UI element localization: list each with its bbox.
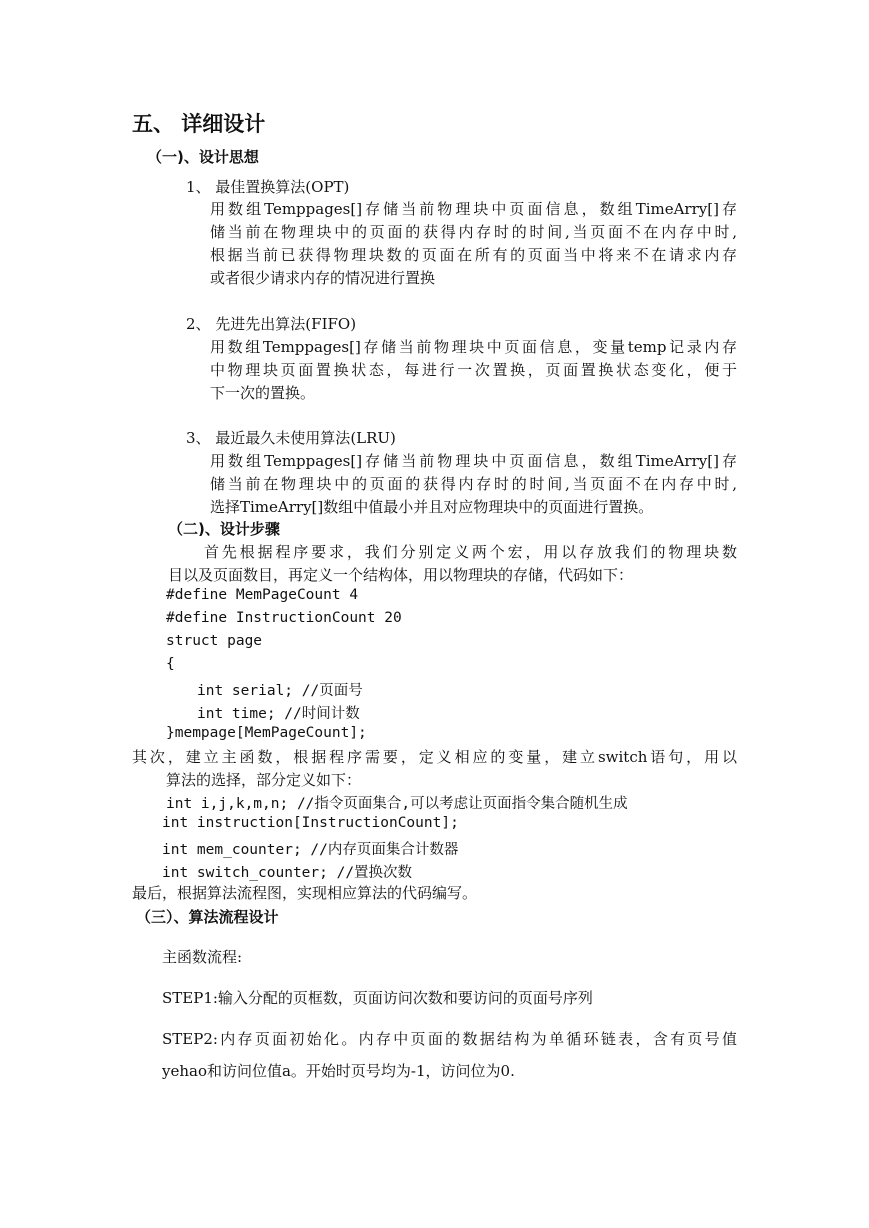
code-struct-page: struct page (166, 633, 263, 649)
code-define-instructioncount: #define InstructionCount 20 (166, 610, 402, 626)
heading-design-idea: （一)、设计思想 (147, 148, 259, 166)
code-mem-counter: int mem_counter; //内存页面集合计数器 (162, 842, 459, 858)
code-int-vars: int i,j,k,m,n; //指令页面集合,可以考虑让页面指令集合随机生成 (166, 796, 628, 812)
heading-design-steps: （二)、设计步骤 (168, 520, 280, 538)
step2-line-2: yehao和访问位值a。开始时页号均为-1，访问位为0. (162, 1062, 515, 1080)
section-title: 五、 详细设计 (132, 112, 266, 136)
item-lru-line-1: 用数组Temppages[]存储当前物理块中页面信息，数组TimeArry[]存 (210, 452, 737, 470)
item-opt-title: 1、 最佳置换算法(OPT) (186, 178, 350, 196)
step2-line-1: STEP2:内存页面初始化。内存中页面的数据结构为单循环链表，含有页号值 (162, 1030, 737, 1048)
code-brace-close: }mempage[MemPageCount]; (166, 725, 367, 741)
item-fifo-line-2: 中物理块页面置换状态，每进行一次置换，页面置换状态变化，便于 (210, 361, 737, 379)
main-flow-label: 主函数流程: (162, 948, 243, 966)
item-fifo-title: 2、 先进先出算法(FIFO) (186, 315, 357, 333)
heading-flow-design: （三）、算法流程设计 (136, 908, 279, 926)
item-opt-line-3: 根据当前已获得物理块数的页面在所有的页面当中将来不在请求内存 (210, 246, 737, 264)
item-lru-line-2: 储当前在物理块中的页面的获得内存时的时间,当页面不在内存中时, (210, 475, 737, 493)
item-fifo-line-3: 下一次的置换。 (210, 384, 316, 402)
item-lru-line-3: 选择TimeArry[]数组中值最小并且对应物理块中的页面进行置换。 (210, 498, 654, 516)
code-int-time: int time; //时间计数 (197, 706, 360, 722)
item-opt-line-1: 用数组Temppages[]存储当前物理块中页面信息，数组TimeArry[]存 (210, 200, 737, 218)
code-switch-counter: int switch_counter; //置换次数 (162, 865, 413, 881)
item-fifo-line-1: 用数组Temppages[]存储当前物理块中页面信息，变量temp记录内存 (210, 338, 737, 356)
code-define-mempagecount: #define MemPageCount 4 (166, 587, 359, 603)
outro-line: 最后，根据算法流程图，实现相应算法的代码编写。 (132, 884, 478, 902)
step1-line: STEP1:输入分配的页框数，页面访问次数和要访问的页面号序列 (162, 989, 593, 1007)
intro-line-2: 目以及页面数目，再定义一个结构体，用以物理块的存储，代码如下： (168, 566, 634, 584)
item-lru-title: 3、 最近最久未使用算法(LRU) (186, 429, 396, 447)
item-opt-line-2: 储当前在物理块中的页面的获得内存时的时间,当页面不在内存中时, (210, 223, 737, 241)
code-instruction-array: int instruction[InstructionCount]; (162, 815, 459, 831)
intro-line-1: 首先根据程序要求，我们分别定义两个宏，用以存放我们的物理块数 (204, 543, 737, 561)
code-brace-open: { (166, 656, 175, 672)
item-opt-line-4: 或者很少请求内存的情况进行置换 (210, 269, 436, 287)
code-int-serial: int serial; //页面号 (197, 683, 363, 699)
mid-line-2: 算法的选择，部分定义如下： (166, 771, 362, 789)
mid-line-1: 其次，建立主函数，根据程序需要，定义相应的变量，建立switch语句，用以 (132, 748, 737, 766)
